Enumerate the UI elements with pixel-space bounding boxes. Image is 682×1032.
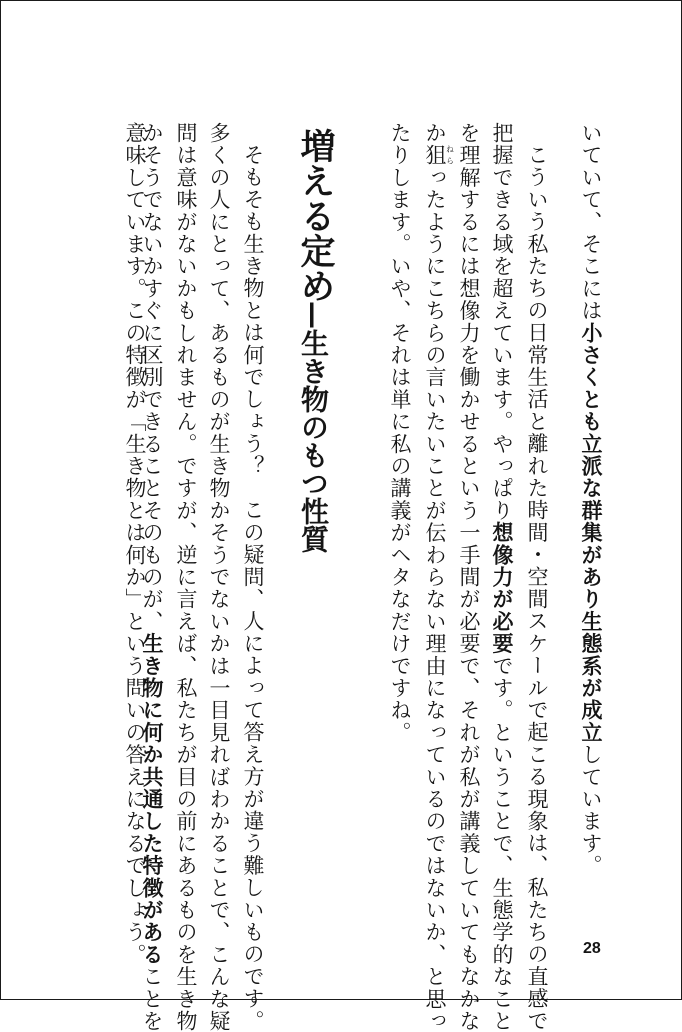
text-span: 把握できる域を超えています。: [490, 122, 514, 433]
text-column-5: [424, 122, 454, 1032]
section-heading: 増える定め: [295, 128, 335, 303]
text-span: ったようにこちらの言いたいことが伝わらない理由になっているのではないか、と思っ: [423, 166, 447, 1032]
text-span: ことを: [140, 965, 164, 1032]
bold-emphasis: 生き物に何か共通した特徴がある: [140, 632, 164, 966]
ruby-annotation: [423, 144, 455, 167]
text-column-11: 意味しています。この特徴が「生き物とは何か」という問いの答えになるでしょう。: [123, 122, 147, 966]
text-span: しています。: [579, 743, 603, 877]
text-span: いていて、そこには: [579, 122, 603, 322]
ruby-reading: ねら: [445, 144, 455, 167]
text-column-8: 多くの人にとって、あるものが生き物かそうでないかは一目見ればわかることで、こんな疑: [207, 122, 231, 1032]
text-span: かそうでないかすぐに区別できることそのものが、: [140, 122, 164, 633]
ruby-base: 狙: [423, 144, 447, 167]
text-column-2: こういう私たちの日常生活と離れた時間・空間スケールで起こる現象は、私たちの直感で: [525, 144, 549, 1032]
text-column-9: 問は意味がないかもしれません。ですが、逆に言えば、私たちが目の前にあるものを生き物: [174, 122, 198, 1032]
text-column-3: [491, 122, 512, 1032]
text-span: やっぱり: [490, 432, 514, 522]
text-column-1: [580, 122, 601, 877]
text-column-7: そもそも生き物とは何でしょう？ この疑問、人によって答え方が違う難しいものです。: [241, 144, 265, 1032]
text-column-4: を理解するには想像力を働かせるという一手間が必要で、それが私が講義していてもなかな: [457, 122, 481, 1032]
bold-emphasis: 小さくとも立派な群集があり生態系が成立: [579, 321, 603, 744]
page-number: 28: [583, 940, 601, 957]
text-span: か: [423, 122, 447, 145]
bold-emphasis: 想像力が必要: [490, 521, 514, 655]
section-subheading: —生き物のもつ性質: [297, 301, 330, 553]
text-column-6: たりします。いや、それは単に私の講義がヘタなだけですね。: [388, 122, 412, 744]
text-span: です。ということで、生態学的なこと: [490, 654, 514, 1032]
